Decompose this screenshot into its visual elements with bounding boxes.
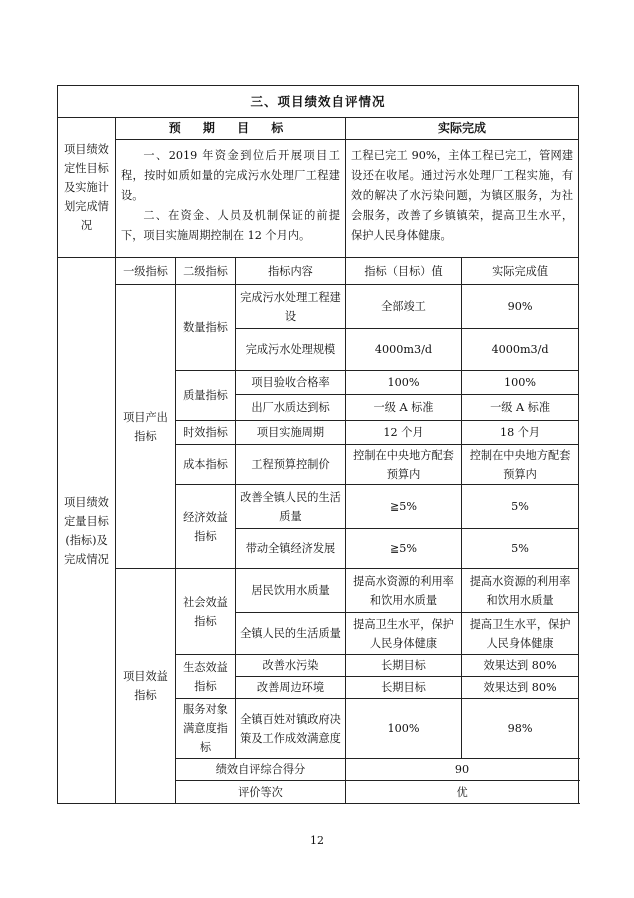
row-actual: 控制在中央地方配套预算内 — [462, 445, 579, 485]
row-actual: 100% — [462, 371, 579, 395]
row-target: 一级 A 标准 — [346, 395, 462, 421]
actual-completion-text — [346, 140, 579, 258]
row-content: 带动全镇经济发展 — [236, 529, 346, 569]
timeliness-indicator: 时效指标 — [176, 421, 236, 445]
row-actual: 一级 A 标准 — [462, 395, 579, 421]
score-label: 绩效自评综合得分 — [176, 759, 346, 781]
section-title: 三、项目绩效自评情况 — [58, 86, 579, 118]
expected-goal-paragraph-2: 二、在资金、人员及机制保证的前提下，项目实施周期控制在 12 个月内。 — [121, 209, 340, 242]
qualitative-row-label: 项目绩效定性目标及实施计划完成情况 — [58, 118, 116, 258]
row-target: 100% — [346, 699, 462, 759]
row-actual: 98% — [462, 699, 579, 759]
row-content: 工程预算控制价 — [236, 445, 346, 485]
row-content: 改善全镇人民的生活质量 — [236, 485, 346, 529]
row-target: 长期目标 — [346, 655, 462, 677]
header-content: 指标内容 — [236, 258, 346, 285]
social-benefit-indicator: 社会效益指标 — [176, 569, 236, 655]
row-target: 12 个月 — [346, 421, 462, 445]
ecological-benefit-indicator: 生态效益指标 — [176, 655, 236, 699]
row-target: 长期目标 — [346, 677, 462, 699]
row-target: 100% — [346, 371, 462, 395]
row-target: 全部竣工 — [346, 285, 462, 329]
row-actual: 效果达到 80% — [462, 677, 579, 699]
row-content: 全镇百姓对镇政府决策及工作成效满意度 — [236, 699, 346, 759]
row-actual: 提高水资源的利用率和饮用水质量 — [462, 569, 579, 613]
row-content: 居民饮用水质量 — [236, 569, 346, 613]
cost-indicator: 成本指标 — [176, 445, 236, 485]
grade-value: 优 — [346, 781, 579, 804]
benefit-indicator-label: 项目效益指标 — [116, 569, 176, 804]
row-content: 出厂水质达到标 — [236, 395, 346, 421]
page-number: 12 — [310, 834, 324, 847]
actual-completion-header: 实际完成 — [346, 118, 579, 140]
header-actual: 实际完成值 — [462, 258, 579, 285]
row-content: 改善周边环境 — [236, 677, 346, 699]
row-target: 提高水资源的利用率和饮用水质量 — [346, 569, 462, 613]
expected-goal-text — [116, 140, 346, 258]
actual-completion-paragraph: 工程已完工 90%，主体工程已完工，管网建设还在收尾。通过污水处理厂工程实施，有效的解决了水污染问题，为镇区服务，为社会服务，改善了乡镇镇荣，提高卫生水平，保护人民身体健康。 — [351, 149, 574, 242]
row-actual: 效果达到 80% — [462, 655, 579, 677]
quantitative-row-label: 项目绩效定量目标(指标)及完成情况 — [58, 258, 116, 804]
economic-benefit-indicator: 经济效益指标 — [176, 485, 236, 569]
row-content: 项目实施周期 — [236, 421, 346, 445]
row-actual: 5% — [462, 485, 579, 529]
satisfaction-indicator: 服务对象满意度指标 — [176, 699, 236, 759]
row-content: 完成污水处理规模 — [236, 329, 346, 371]
row-actual: 90% — [462, 285, 579, 329]
row-target: 4000m3/d — [346, 329, 462, 371]
score-value: 90 — [346, 759, 579, 781]
row-actual: 提高卫生水平，保护人民身体健康 — [462, 613, 579, 655]
row-target: ≧5% — [346, 529, 462, 569]
row-content: 项目验收合格率 — [236, 371, 346, 395]
row-target: 提高卫生水平，保护人民身体健康 — [346, 613, 462, 655]
header-target: 指标（目标）值 — [346, 258, 462, 285]
row-actual: 18 个月 — [462, 421, 579, 445]
header-level2: 二级指标 — [176, 258, 236, 285]
quality-indicator: 质量指标 — [176, 371, 236, 421]
expected-goal-paragraph-1: 一、2019 年资金到位后开展项目工程，按时如质如量的完成污水处理厂工程建设。 — [121, 149, 340, 202]
row-target: ≧5% — [346, 485, 462, 529]
row-content: 完成污水处理工程建设 — [236, 285, 346, 329]
output-indicator-label: 项目产出指标 — [116, 285, 176, 569]
row-target: 控制在中央地方配套预算内 — [346, 445, 462, 485]
row-actual: 4000m3/d — [462, 329, 579, 371]
performance-evaluation-table — [57, 85, 579, 804]
header-level1: 一级指标 — [116, 258, 176, 285]
row-content: 全镇人民的生活质量 — [236, 613, 346, 655]
expected-goal-header: 预 期 目 标 — [116, 118, 346, 140]
row-actual: 5% — [462, 529, 579, 569]
grade-label: 评价等次 — [176, 781, 346, 804]
quantity-indicator: 数量指标 — [176, 285, 236, 371]
row-content: 改善水污染 — [236, 655, 346, 677]
